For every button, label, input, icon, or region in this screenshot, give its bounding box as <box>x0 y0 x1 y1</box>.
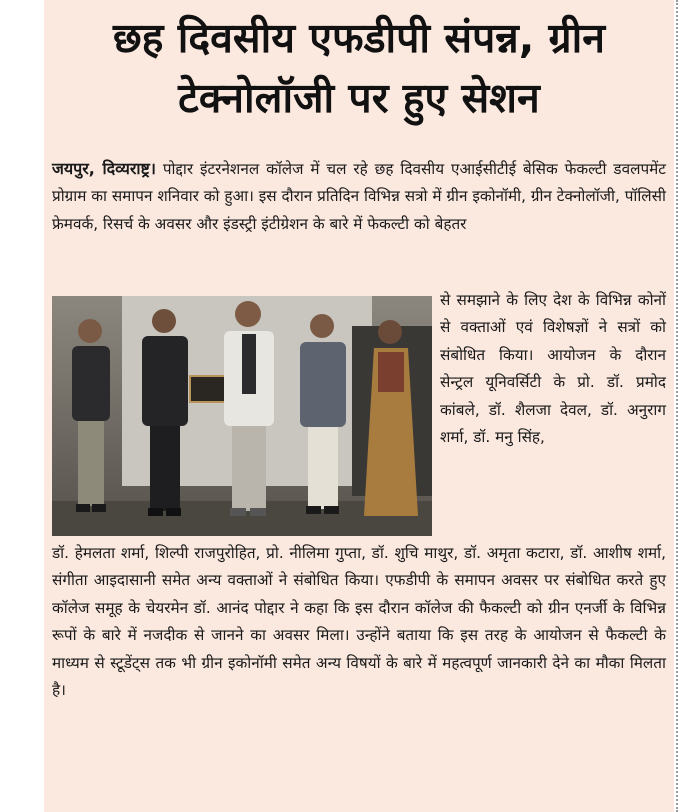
closing-paragraph: डॉ. हेमलता शर्मा, शिल्पी राजपुरोहित, प्रो. नीलिमा गुप्ता, डॉ. शुचि माथुर, डॉ. अमृता कटारा, डॉ. आशीष शर्मा, संगीता आइदासानी समेत अन्य वक्ताओं ने संबोधित किया। एफडीपी के समापन अवसर पर संबोधित करते हुए कॉलेज समूह के चेयरमेन डॉ. आनंद पोद्दार ने कहा कि इस दौरान कॉलेज की फैकल्टी को ग्रीन एनर्जी के विभिन्न रूपों के बारे में नजदीक से जानने का अवसर मिला। उन्होंने बताया कि इस तरह के आयोजन से फैकल्टी के माध्यम से स्टूडेंट्स तक भी ग्रीन इकोनॉमी समेत अन्य विषयों के बारे में महत्वपूर्ण जानकारी देने का मौका मिलता है। <box>52 544 666 700</box>
newspaper-clipping <box>44 0 674 812</box>
clipping-cut-edge <box>676 0 678 812</box>
dateline: जयपुर, दिव्यराष्ट्र। <box>52 159 156 178</box>
intro-text: पोद्दार इंटरनेशनल कॉलेज में चल रहे छह दिवसीय एआईसीटीई बेसिक फेकल्टी डवलपमेंट प्रोग्राम का समापन शनिवार को हुआ। इस दौरान प्रतिदिन विभिन्न सत्रो में ग्रीन इकोनॉमी, ग्रीन टेक्नोलॉजी, पॉलिसी फ्रेमवर्क, रिसर्च के अवसर और इंडस्ट्री इंटीग्रेशन के बारे में फेकल्टी को बेहतर <box>52 160 666 233</box>
side-column-text: से समझाने के लिए देश के विभिन्न कोनों से वक्ताओं एवं विशेषज्ञों ने सत्रों को संबोधित किया। आयोजन के दौरान सेन्ट्रल यूनिवर्सिटी के प्रो. डॉ. प्रमोद कांबले, डॉ. शैलजा देवल, डॉ. अनुराग शर्मा, डॉ. मनु सिंह, <box>440 291 666 447</box>
event-photo-image <box>52 296 432 536</box>
intro-paragraph <box>52 155 666 238</box>
headline <box>44 8 674 128</box>
headline-line-1: छह दिवसीय एफडीपी संपन्न, ग्रीन <box>112 14 606 62</box>
headline-line-2: टेक्नोलॉजी पर हुए सेशन <box>178 74 540 122</box>
event-photo <box>52 296 432 536</box>
